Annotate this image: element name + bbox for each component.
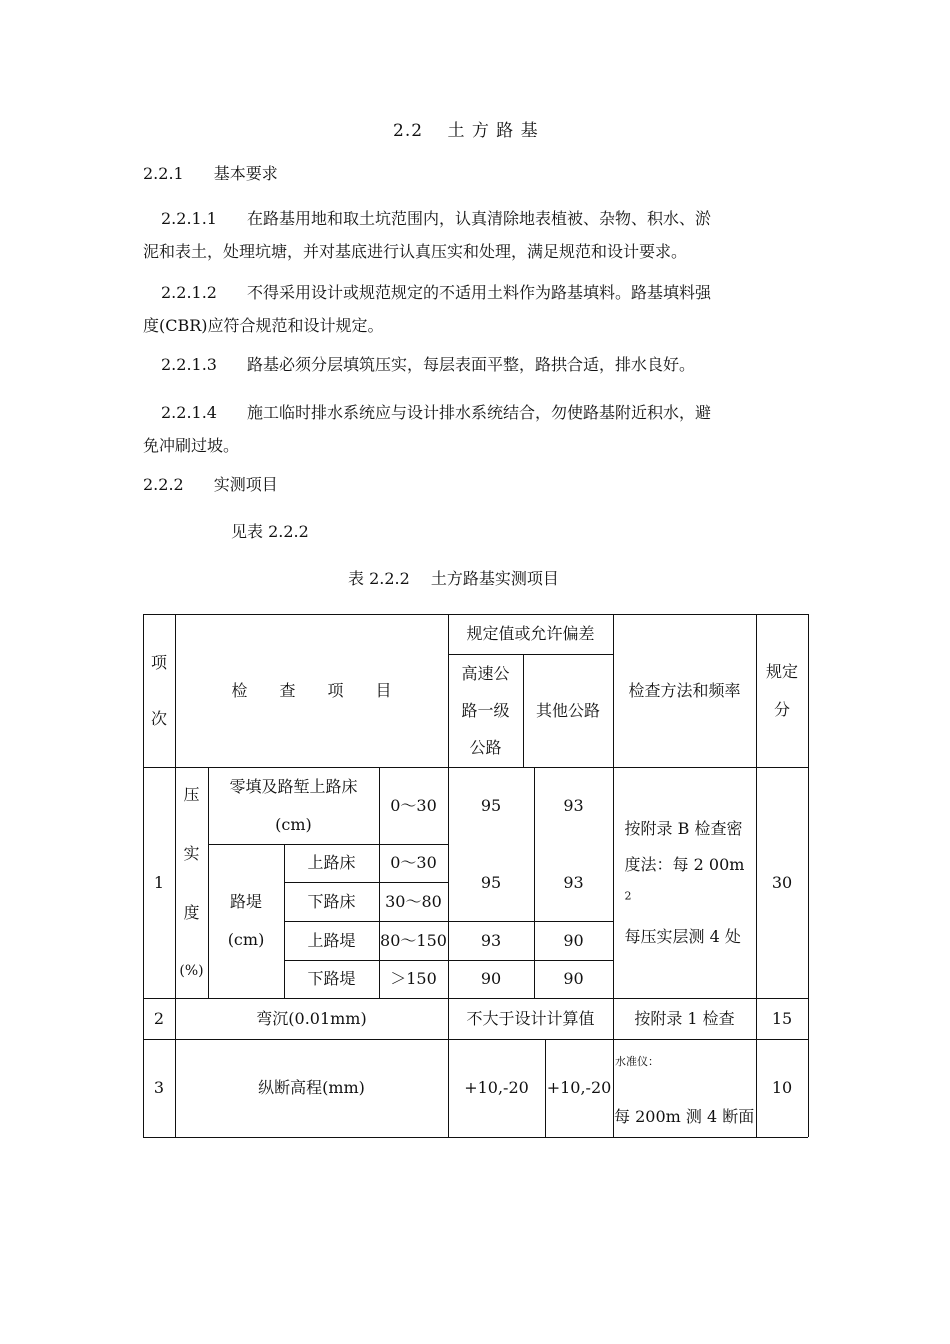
sub-range-2: 30～80 [385,891,442,911]
method-line3: 每压实层测 4 处 [624,926,741,946]
row3-score: 10 [771,1078,793,1097]
row1-score: 30 [771,872,793,892]
sub-range-3: 80～150 [380,930,447,950]
compaction-char-2: 实 [183,843,200,863]
sub-range-1: 0～30 [390,853,437,872]
item-2-2-1-3 [143,348,695,381]
subsection-2-2-2 [143,475,278,495]
sub-name-4: 下路堤 [307,969,356,988]
sub-name-1: 上路床 [307,853,356,872]
method-superscript: 2 [624,889,632,903]
header-no-char-2: 次 [150,708,167,728]
compaction-char-1: 压 [183,784,200,804]
item-number: 2.2.1.2 [161,283,217,302]
lower-embankment-highway: 90 [480,969,502,988]
sub-name-2: 下路床 [307,891,356,911]
sub-name-3: 上路堤 [307,930,356,950]
row1-embankment-label [208,844,284,998]
cut-label-line2: (cm) [275,814,312,834]
subsection-title: 基本要求 [213,164,278,183]
row3-no: 3 [153,1078,165,1097]
method-line2: 度法：每 2 00m [624,854,745,874]
upper-embankment-highway: 93 [480,930,502,950]
embankment-label-line2: (cm) [227,930,265,949]
row1-cut-highway: 95 [480,795,502,815]
table-caption: 表 2.2.2 土方路基实测项目 [348,569,559,588]
row1-compaction-label [175,767,208,998]
subsection-title: 实测项目 [213,475,278,494]
compaction-char-3: 度 [183,902,200,922]
header-highway [448,654,523,767]
item-number: 2.2.1.3 [161,355,217,374]
item-line1: 路基必须分层填筑压实，每层表面平整，路拱合适，排水良好。 [246,355,695,374]
row2-no: 2 [153,1008,165,1028]
item-line1: 不得采用设计或规范规定的不适用土料作为路基填料。路基填料强 [246,283,711,302]
row2-spec: 不大于设计计算值 [466,1008,595,1028]
section-title: 2.2 土 方 路 基 [393,121,539,141]
item-line2: 泥和表土，处理坑塘，并对基底进行认真压实和处理，满足规范和设计要求。 [143,242,688,261]
sub-range-4: ＞150 [390,969,437,988]
item-number: 2.2.1.1 [161,209,217,228]
header-other-road: 其他公路 [535,700,600,720]
row1-no: 1 [153,872,165,892]
subsection-2-2-1 [143,164,278,184]
header-score [756,614,808,767]
header-item-no [143,614,175,767]
row3-method-line2: 每 200m 测 4 断面 [614,1107,755,1126]
header-spec: 规定值或允许偏差 [466,624,595,643]
header-score-line1: 规定 [765,661,798,681]
embankment-label-line1: 路堤 [229,892,262,911]
method-line1: 按附录 B 检查密 [624,818,743,838]
row1-cut-other: 93 [563,795,584,815]
row3-other: +10,-20 [546,1078,612,1097]
item-line2: 免冲刷过坡。 [143,436,240,455]
row1-method [613,767,756,998]
row3-item: 纵断高程(mm) [258,1078,365,1097]
see-table-note: 见表 2.2.2 [231,522,309,541]
bed-other: 93 [563,872,584,892]
item-line1: 在路基用地和取土坑范围内，认真清除地表植被、杂物、积水、淤 [246,209,711,228]
item-2-2-1-1 [143,202,711,268]
header-score-line2: 分 [773,699,790,719]
subsection-number: 2.2.1 [143,164,184,183]
row1-cut-label [208,767,379,844]
item-number: 2.2.1.4 [161,403,217,422]
header-highway-line2: 路一级 [461,701,510,720]
row1-cut-range: 0～30 [390,795,437,815]
header-no-char-1: 项 [150,652,167,672]
header-check-item: 检 查 项 目 [231,680,392,700]
header-highway-line3: 公路 [469,738,502,757]
lower-embankment-other: 90 [563,969,584,988]
item-line2: 度(CBR)应符合规范和设计规定。 [143,316,384,335]
item-2-2-1-2 [143,276,711,342]
item-line1: 施工临时排水系统应与设计排水系统结合，勿使路基附近积水，避 [246,403,711,422]
row2-item: 弯沉(0.01mm) [256,1008,367,1028]
row2-score: 15 [771,1008,793,1028]
subsection-number: 2.2.2 [143,475,184,494]
item-2-2-1-4 [143,396,711,462]
row3-method-line1: 水准仪： [615,1055,659,1068]
row3-highway: +10,-20 [464,1078,529,1097]
cut-label-line1: 零填及路堑上路床 [229,776,358,796]
upper-embankment-other: 90 [563,930,584,950]
bed-highway: 95 [480,872,502,892]
header-highway-line1: 高速公 [461,664,510,683]
compaction-char-4: (%) [179,962,204,979]
row2-method: 按附录 1 检查 [634,1008,735,1028]
header-method: 检查方法和频率 [628,680,741,700]
